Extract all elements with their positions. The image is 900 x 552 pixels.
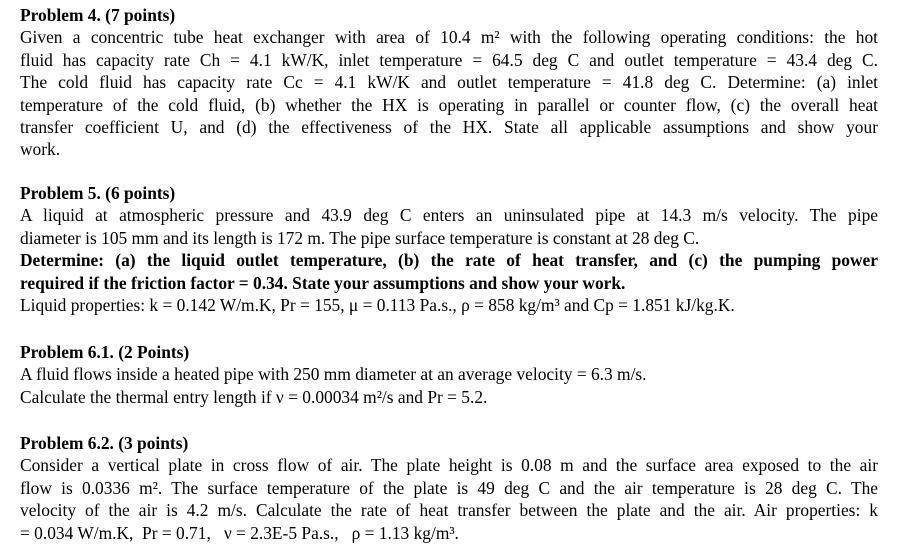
problem-6-2 (20, 432, 878, 544)
problem-5 (20, 182, 878, 316)
problem-6-2-line: = 0.034 W/m.K, Pr = 0.71, ν = 2.3E-5 Pa.s., ρ = 1.13 kg/m³. (20, 522, 459, 543)
problem-4-line: Given a concentric tube heat exchanger with area of 10.4 m² with the following operating conditions: the hot (20, 27, 878, 48)
problem-6-1-line: A fluid flows inside a heated pipe with 250 mm diameter at an average velocity = 6.3 m/s. (20, 364, 647, 385)
problem-6-2-line: Consider a vertical plate in cross flow of air. The plate height is 0.08 m and the surface area exposed to the air (20, 455, 878, 476)
problem-6-1 (20, 341, 878, 408)
problem-6-2-text (20, 454, 878, 544)
problem-5-line: A liquid at atmospheric pressure and 43.9 deg C enters an uninsulated pipe at 14.3 m/s velocity. The pipe (20, 205, 878, 226)
problem-6-1-line: Calculate the thermal entry length if ν = 0.00034 m²/s and Pr = 5.2. (20, 386, 488, 407)
problem-4-line: work. (20, 139, 61, 160)
problem-5-title: Problem 5. (6 points) (20, 183, 176, 203)
problem-6-2-line: flow is 0.0336 m². The surface temperature of the plate is 49 deg C and the air temperature is 28 deg C. The (20, 477, 878, 498)
problem-4-text (20, 26, 878, 160)
problem-4-line: transfer coefficient U, and (d) the effectiveness of the HX. State all applicable assumptions and show your (20, 117, 878, 138)
problem-4-line: The cold fluid has capacity rate Cc = 4.1 kW/K and outlet temperature = 41.8 deg C. Determine: (a) inlet (20, 72, 878, 93)
problem-6-1-text (20, 363, 878, 408)
problem-4-line: fluid has capacity rate Ch = 4.1 kW/K, inlet temperature = 64.5 deg C and outlet temperature = 43.4 deg C. (20, 49, 878, 70)
problem-5-line: diameter is 105 mm and its length is 172 m. The pipe surface temperature is constant at 28 deg C. (20, 227, 700, 248)
problem-6-2-title: Problem 6.2. (3 points) (20, 433, 189, 453)
problem-5-determine-line: Determine: (a) the liquid outlet temperature, (b) the rate of heat transfer, and (c) the pumping power (20, 250, 878, 271)
problem-4 (20, 4, 878, 161)
problem-6-1-title: Problem 6.1. (2 Points) (20, 342, 190, 362)
problem-5-determine-line: required if the friction factor = 0.34. State your assumptions and show your work. (20, 272, 626, 293)
problem-5-text (20, 204, 878, 316)
problem-4-line: temperature of the cold fluid, (b) whether the HX is operating in parallel or counter flow, (c) the overall heat (20, 94, 878, 115)
problem-6-2-line: velocity of the air is 4.2 m/s. Calculate the rate of heat transfer between the plate and the air. Air properties: k (20, 500, 878, 521)
problem-4-title: Problem 4. (7 points) (20, 5, 176, 25)
problem-5-properties: Liquid properties: k = 0.142 W/m.K, Pr = 155, μ = 0.113 Pa.s., ρ = 858 kg/m³ and Cp = 1.851 kJ/kg.K. (20, 295, 735, 316)
